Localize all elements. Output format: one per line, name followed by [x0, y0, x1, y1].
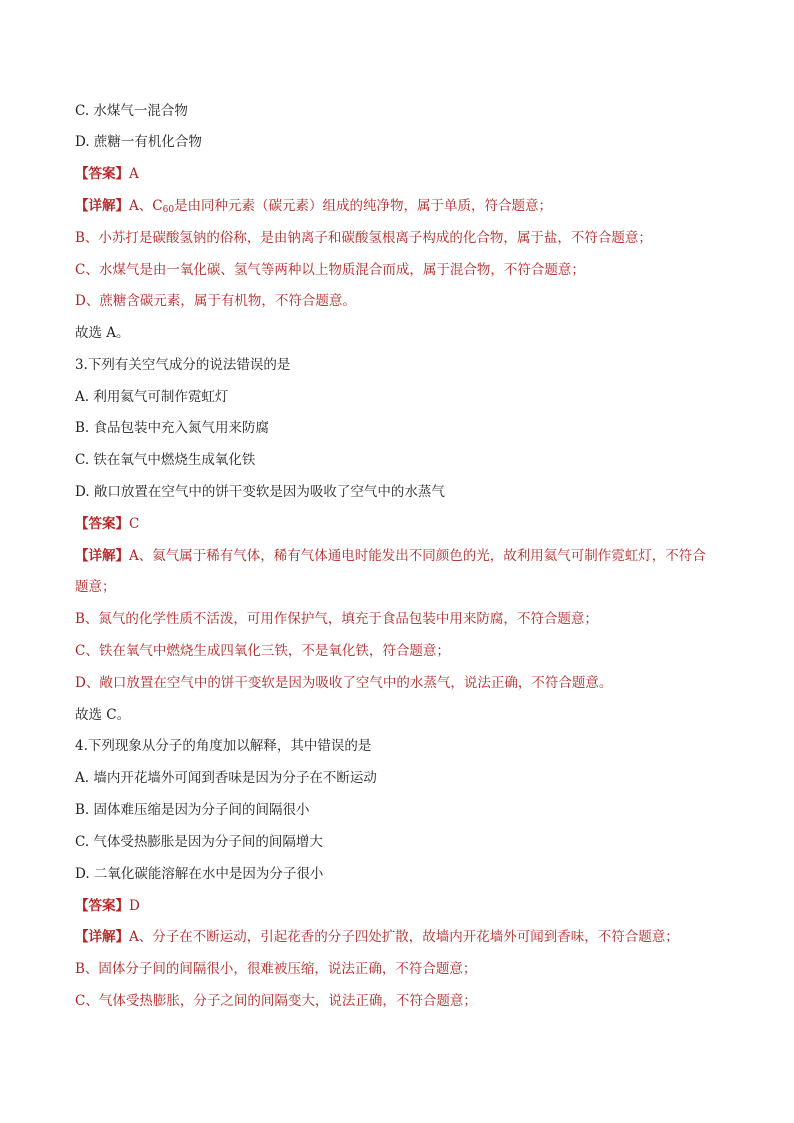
q3-option-a: A. 利用氦气可制作霓虹灯 — [75, 389, 229, 405]
q2-answer — [75, 164, 724, 184]
q4-option-b: B. 固体难压缩是因为分子间的间隔很小 — [75, 802, 310, 818]
answer-tag: 【答案】 — [75, 898, 129, 914]
q3-detail-d: D、敞口放置在空气中的饼干变软是因为吸收了空气中的水蒸气，说法正确，不符合题意。 — [75, 675, 613, 691]
q4-option-c: C. 气体受热膨胀是因为分子间的间隔增大 — [75, 834, 323, 850]
q2-detail-a — [75, 196, 724, 220]
q3-detail-c: C、铁在氧气中燃烧生成四氧化三铁，不是氧化铁，符合题意； — [75, 643, 450, 659]
q2-option-d: D. 蔗糖一有机化合物 — [75, 134, 202, 150]
q4-option-d: D. 二氧化碳能溶解在水中是因为分子很小 — [75, 866, 324, 882]
q2-detail-c: C、水煤气是由一氧化碳、氢气等两种以上物质混合而成，属于混合物，不符合题意； — [75, 262, 585, 278]
q3-detail-a — [75, 546, 724, 566]
q3-stem: 3.下列有关空气成分的说法错误的是 — [75, 357, 291, 373]
q3-detail-b: B、氮气的化学性质不活泼，可用作保护气，填充于食品包装中用来防腐，不符合题意； — [75, 611, 598, 627]
q3-answer — [75, 514, 724, 534]
detail-text: A、分子在不断运动，引起花香的分子四处扩散，故墙内开花墙外可闻到香味，不符合题意； — [129, 929, 679, 945]
detail-tag: 【详解】 — [75, 929, 129, 945]
q4-stem: 4.下列现象从分子的角度加以解释，其中错误的是 — [75, 738, 372, 754]
q2-detail-d: D、蔗糖含碳元素，属于有机物，不符合题意。 — [75, 293, 356, 309]
q3-conclusion: 故选 C。 — [75, 707, 131, 723]
detail-text: A、C — [129, 198, 163, 214]
answer-value: C — [129, 516, 140, 532]
answer-tag: 【答案】 — [75, 166, 129, 182]
detail-tag: 【详解】 — [75, 198, 129, 214]
q2-conclusion: 故选 A。 — [75, 325, 130, 341]
q4-option-a: A. 墙内开花墙外可闻到香味是因为分子在不断运动 — [75, 770, 377, 786]
detail-text: A、氦气属于稀有气体，稀有气体通电时能发出不同颜色的光，故利用氦气可制作霓虹灯，不符合 — [129, 548, 706, 564]
detail-text: 是由同种元素（碳元素）组成的纯净物，属于单质，符合题意； — [174, 198, 553, 214]
detail-tag: 【详解】 — [75, 548, 129, 564]
q3-option-d: D. 敞口放置在空气中的饼干变软是因为吸收了空气中的水蒸气 — [75, 484, 445, 500]
answer-tag: 【答案】 — [75, 516, 129, 532]
q4-detail-a — [75, 927, 724, 947]
q4-detail-c: C、气体受热膨胀，分子之间的间隔变大，说法正确，不符合题意； — [75, 993, 477, 1009]
q3-option-b: B. 食品包装中充入氮气用来防腐 — [75, 420, 270, 436]
q2-option-c: C. 水煤气一混合物 — [75, 103, 188, 119]
q2-detail-b: B、小苏打是碳酸氢钠的俗称，是由钠离子和碳酸氢根离子构成的化合物，属于盐，不符合题意； — [75, 230, 652, 246]
answer-value: A — [129, 166, 139, 182]
q3-option-c: C. 铁在氧气中燃烧生成氧化铁 — [75, 452, 256, 468]
q3-detail-a-cont: 题意； — [75, 579, 116, 595]
q4-detail-b: B、固体分子间的间隔很小，很难被压缩，说法正确，不符合题意； — [75, 961, 477, 977]
subscript: 60 — [162, 205, 175, 215]
q4-answer — [75, 896, 724, 916]
answer-value: D — [129, 898, 140, 914]
